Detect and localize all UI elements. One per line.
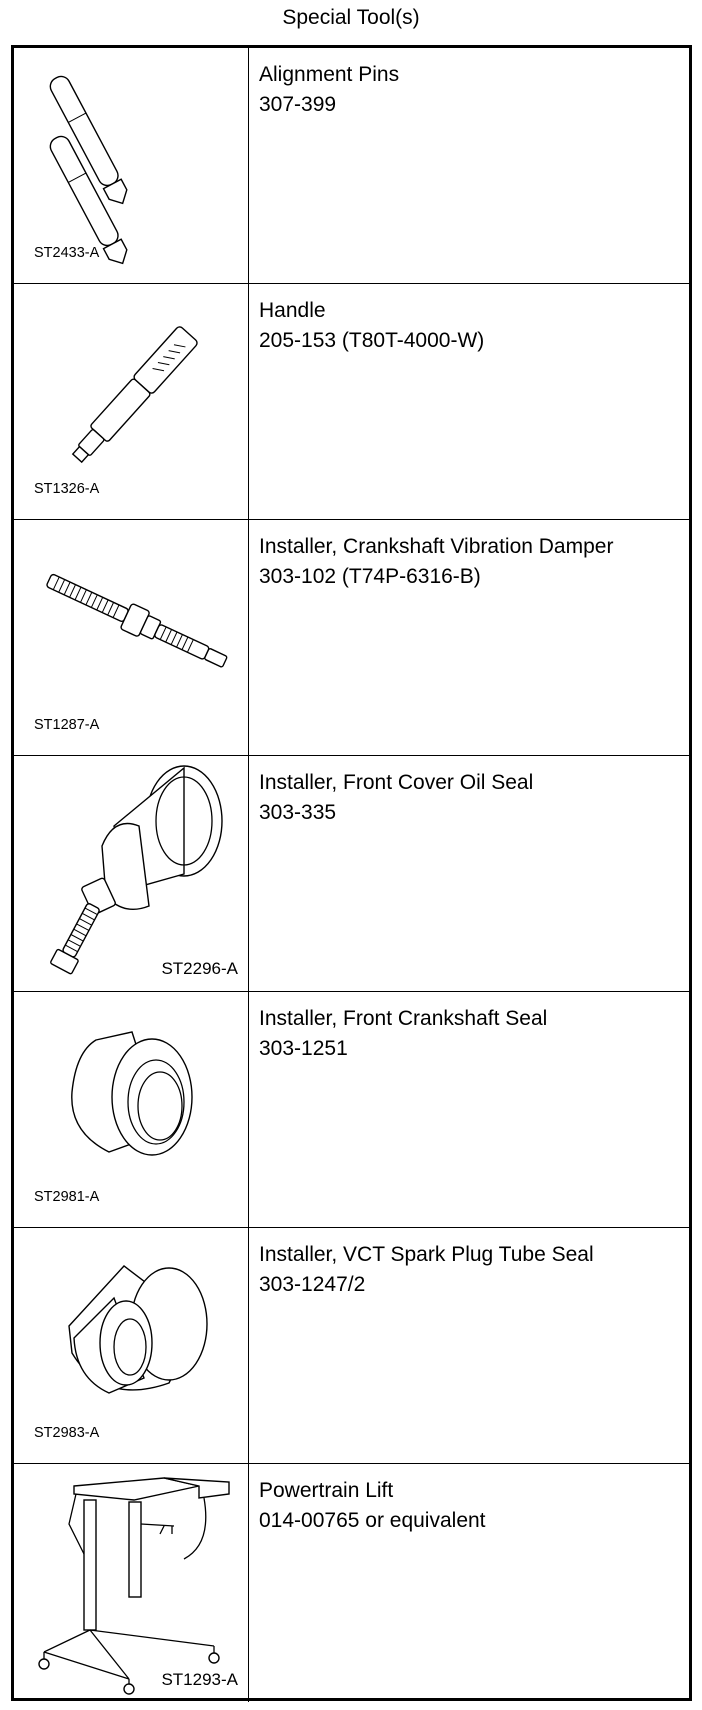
table-row	[14, 992, 689, 1228]
tool-name: Installer, Front Crankshaft Seal	[259, 1007, 548, 1030]
tool-illustration-cell	[14, 1464, 249, 1702]
tool-part-number: 307-399	[259, 93, 337, 116]
tool-part-number: 303-335	[259, 801, 337, 824]
oil-seal-installer-illustration	[14, 756, 249, 992]
tool-code: ST2296-A	[161, 959, 238, 978]
tool-name: Powertrain Lift	[259, 1479, 394, 1502]
tool-description	[259, 296, 484, 356]
tool-part-number: 303-1247/2	[259, 1273, 366, 1296]
page-title: Special Tool(s)	[282, 6, 420, 29]
tool-part-number: 303-102 (T74P-6316-B)	[259, 565, 481, 588]
tool-name: Alignment Pins	[259, 63, 400, 86]
tool-code: ST2981-A	[34, 1189, 100, 1205]
table-row	[14, 1228, 689, 1464]
tool-illustration-cell	[14, 284, 249, 519]
tool-part-number: 205-153 (T80T-4000-W)	[259, 329, 485, 352]
tool-name: Installer, VCT Spark Plug Tube Seal	[259, 1243, 594, 1266]
tool-illustration-cell	[14, 992, 249, 1227]
tool-part-number: 303-1251	[259, 1037, 348, 1060]
tool-description	[259, 768, 533, 828]
table-row	[14, 1464, 689, 1702]
tool-illustration-cell	[14, 1228, 249, 1463]
table-row	[14, 520, 689, 756]
tool-code: ST1287-A	[34, 717, 100, 733]
powertrain-lift-illustration	[14, 1464, 249, 1702]
tool-part-number: 014-00765 or equivalent	[259, 1509, 486, 1532]
tool-illustration-cell	[14, 756, 249, 991]
tool-description	[259, 60, 399, 120]
table-row	[14, 756, 689, 992]
tool-description	[259, 532, 613, 592]
tool-description	[259, 1476, 486, 1536]
tool-description	[259, 1240, 594, 1300]
tool-illustration-cell	[14, 48, 249, 283]
tool-name: Installer, Crankshaft Vibration Damper	[259, 535, 614, 558]
tool-description	[259, 1004, 547, 1064]
tool-code: ST2983-A	[34, 1425, 100, 1441]
tool-code: ST1326-A	[34, 481, 100, 497]
table-row	[14, 48, 689, 284]
tool-code: ST1293-A	[161, 1670, 238, 1689]
special-tools-table	[11, 45, 692, 1701]
table-row	[14, 284, 689, 520]
tool-name: Handle	[259, 299, 326, 322]
tool-illustration-cell	[14, 520, 249, 755]
tool-code: ST2433-A	[34, 245, 100, 261]
tool-name: Installer, Front Cover Oil Seal	[259, 771, 534, 794]
